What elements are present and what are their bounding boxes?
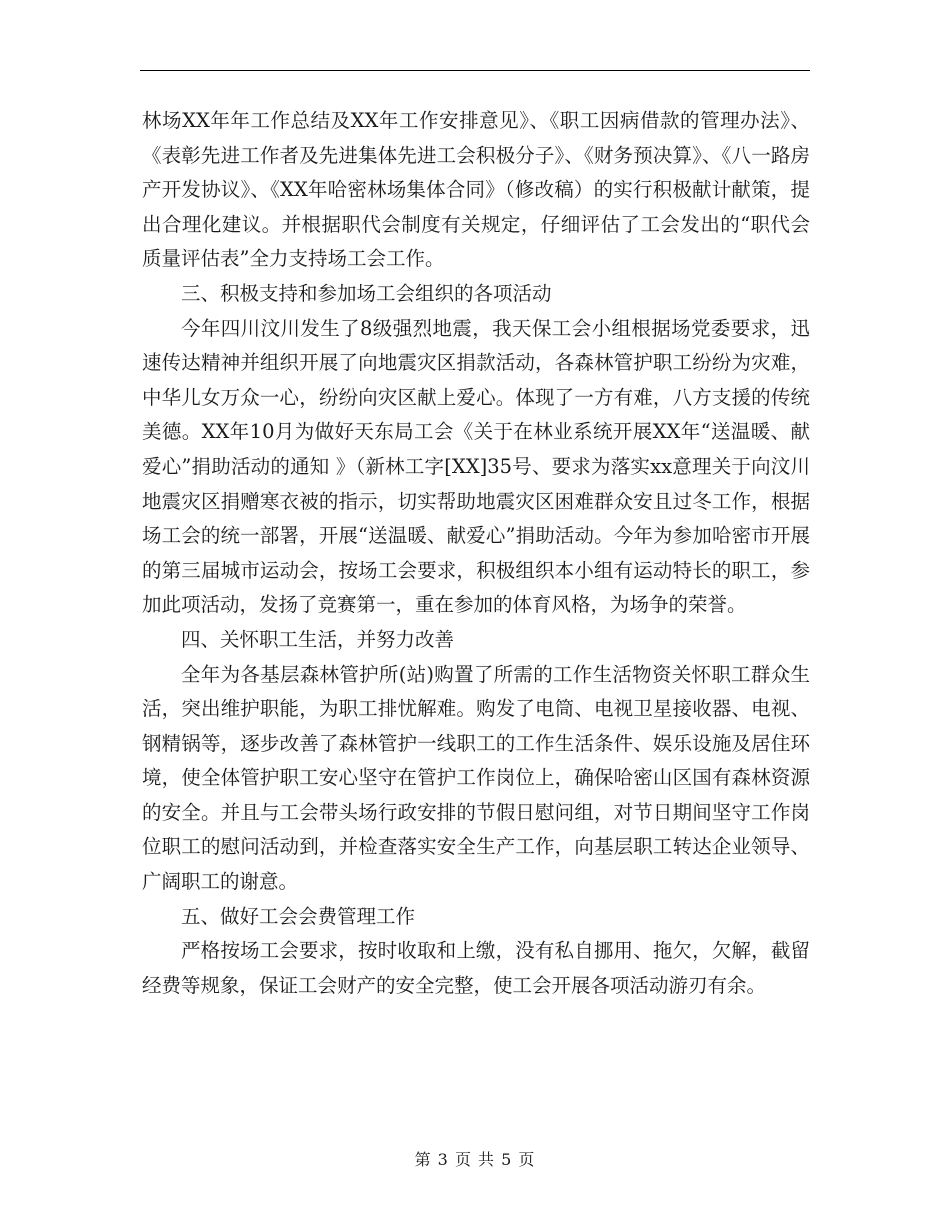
section-heading-4: 四、关怀职工生活，并努力改善 bbox=[181, 627, 455, 651]
document-body bbox=[142, 104, 810, 1003]
header-rule bbox=[140, 70, 810, 71]
paragraph-section-5: 严格按场工会要求，按时收取和上缴，没有私自挪用、拖欠，欠解，截留经费等规象，保证工会财产的安全完整，使工会开展各项活动游刃有余。 bbox=[142, 939, 810, 997]
paragraph-intro: 林场XX年年工作总结及XX年工作安排意见》、《职工因病借款的管理办法》、《表彰先进工作者及先进集体先进工会积极分子》、《财务预决算》、《八一路房产开发协议》、《XX年哈密林场集体合同》（修改稿）的实行积极献计献策，提出合理化建议。并根据职代会制度有关规定，仔细评估了工会发出的“职代会质量评估表”全力支持场工会工作。 bbox=[142, 109, 810, 271]
paragraph-section-3: 今年四川汶川发生了8级强烈地震，我天保工会小组根据场党委要求，迅速传达精神并组织开展了向地震灾区捐款活动，各森林管护职工纷纷为灾难，中华儿女万众一心，纷纷向灾区献上爱心。体现了一方有难，八方支援的传统美德。XX年10月为做好天东局工会《关于在林业系统开展XX年“送温暖、献爱心”捐助活动的通知 》（新林工字[XX]35号、要求为落实xx意理关于向汶川地震灾区捐赠寒衣被的指示，切实帮助地震灾区困难群众安且过冬工作，根据场工会的统一部署，开展“送温暖、献爱心”捐助活动。今年为参加哈密市开展的第三届城市运动会，按场工会要求，积极组织本小组有运动特长的职工，参加此项活动，发扬了竞赛第一，重在参加的体育风格，为场争的荣誉。 bbox=[142, 316, 810, 617]
section-heading-3: 三、积极支持和参加场工会组织的各项活动 bbox=[181, 281, 552, 305]
section-heading-5: 五、做好工会会费管理工作 bbox=[181, 904, 416, 928]
paragraph-section-4: 全年为各基层森林管护所(站)购置了所需的工作生活物资关怀职工群众生活，突出维护职能，为职工排忧解难。购发了电筒、电视卫星接收器、电视、钢精锅等，逐步改善了森林管护一线职工的工作生活条件、娱乐设施及居住环境，使全体管护职工安心坚守在管护工作岗位上，确保哈密山区国有森林资源的安全。并且与工会带头场行政安排的节假日慰问组，对节日期间坚守工作岗位职工的慰问活动到，并检查落实安全生产工作，向基层职工转达企业领导、广阔职工的谢意。 bbox=[142, 662, 810, 894]
page-number-footer: 第 3 页 共 5 页 bbox=[414, 1150, 536, 1169]
